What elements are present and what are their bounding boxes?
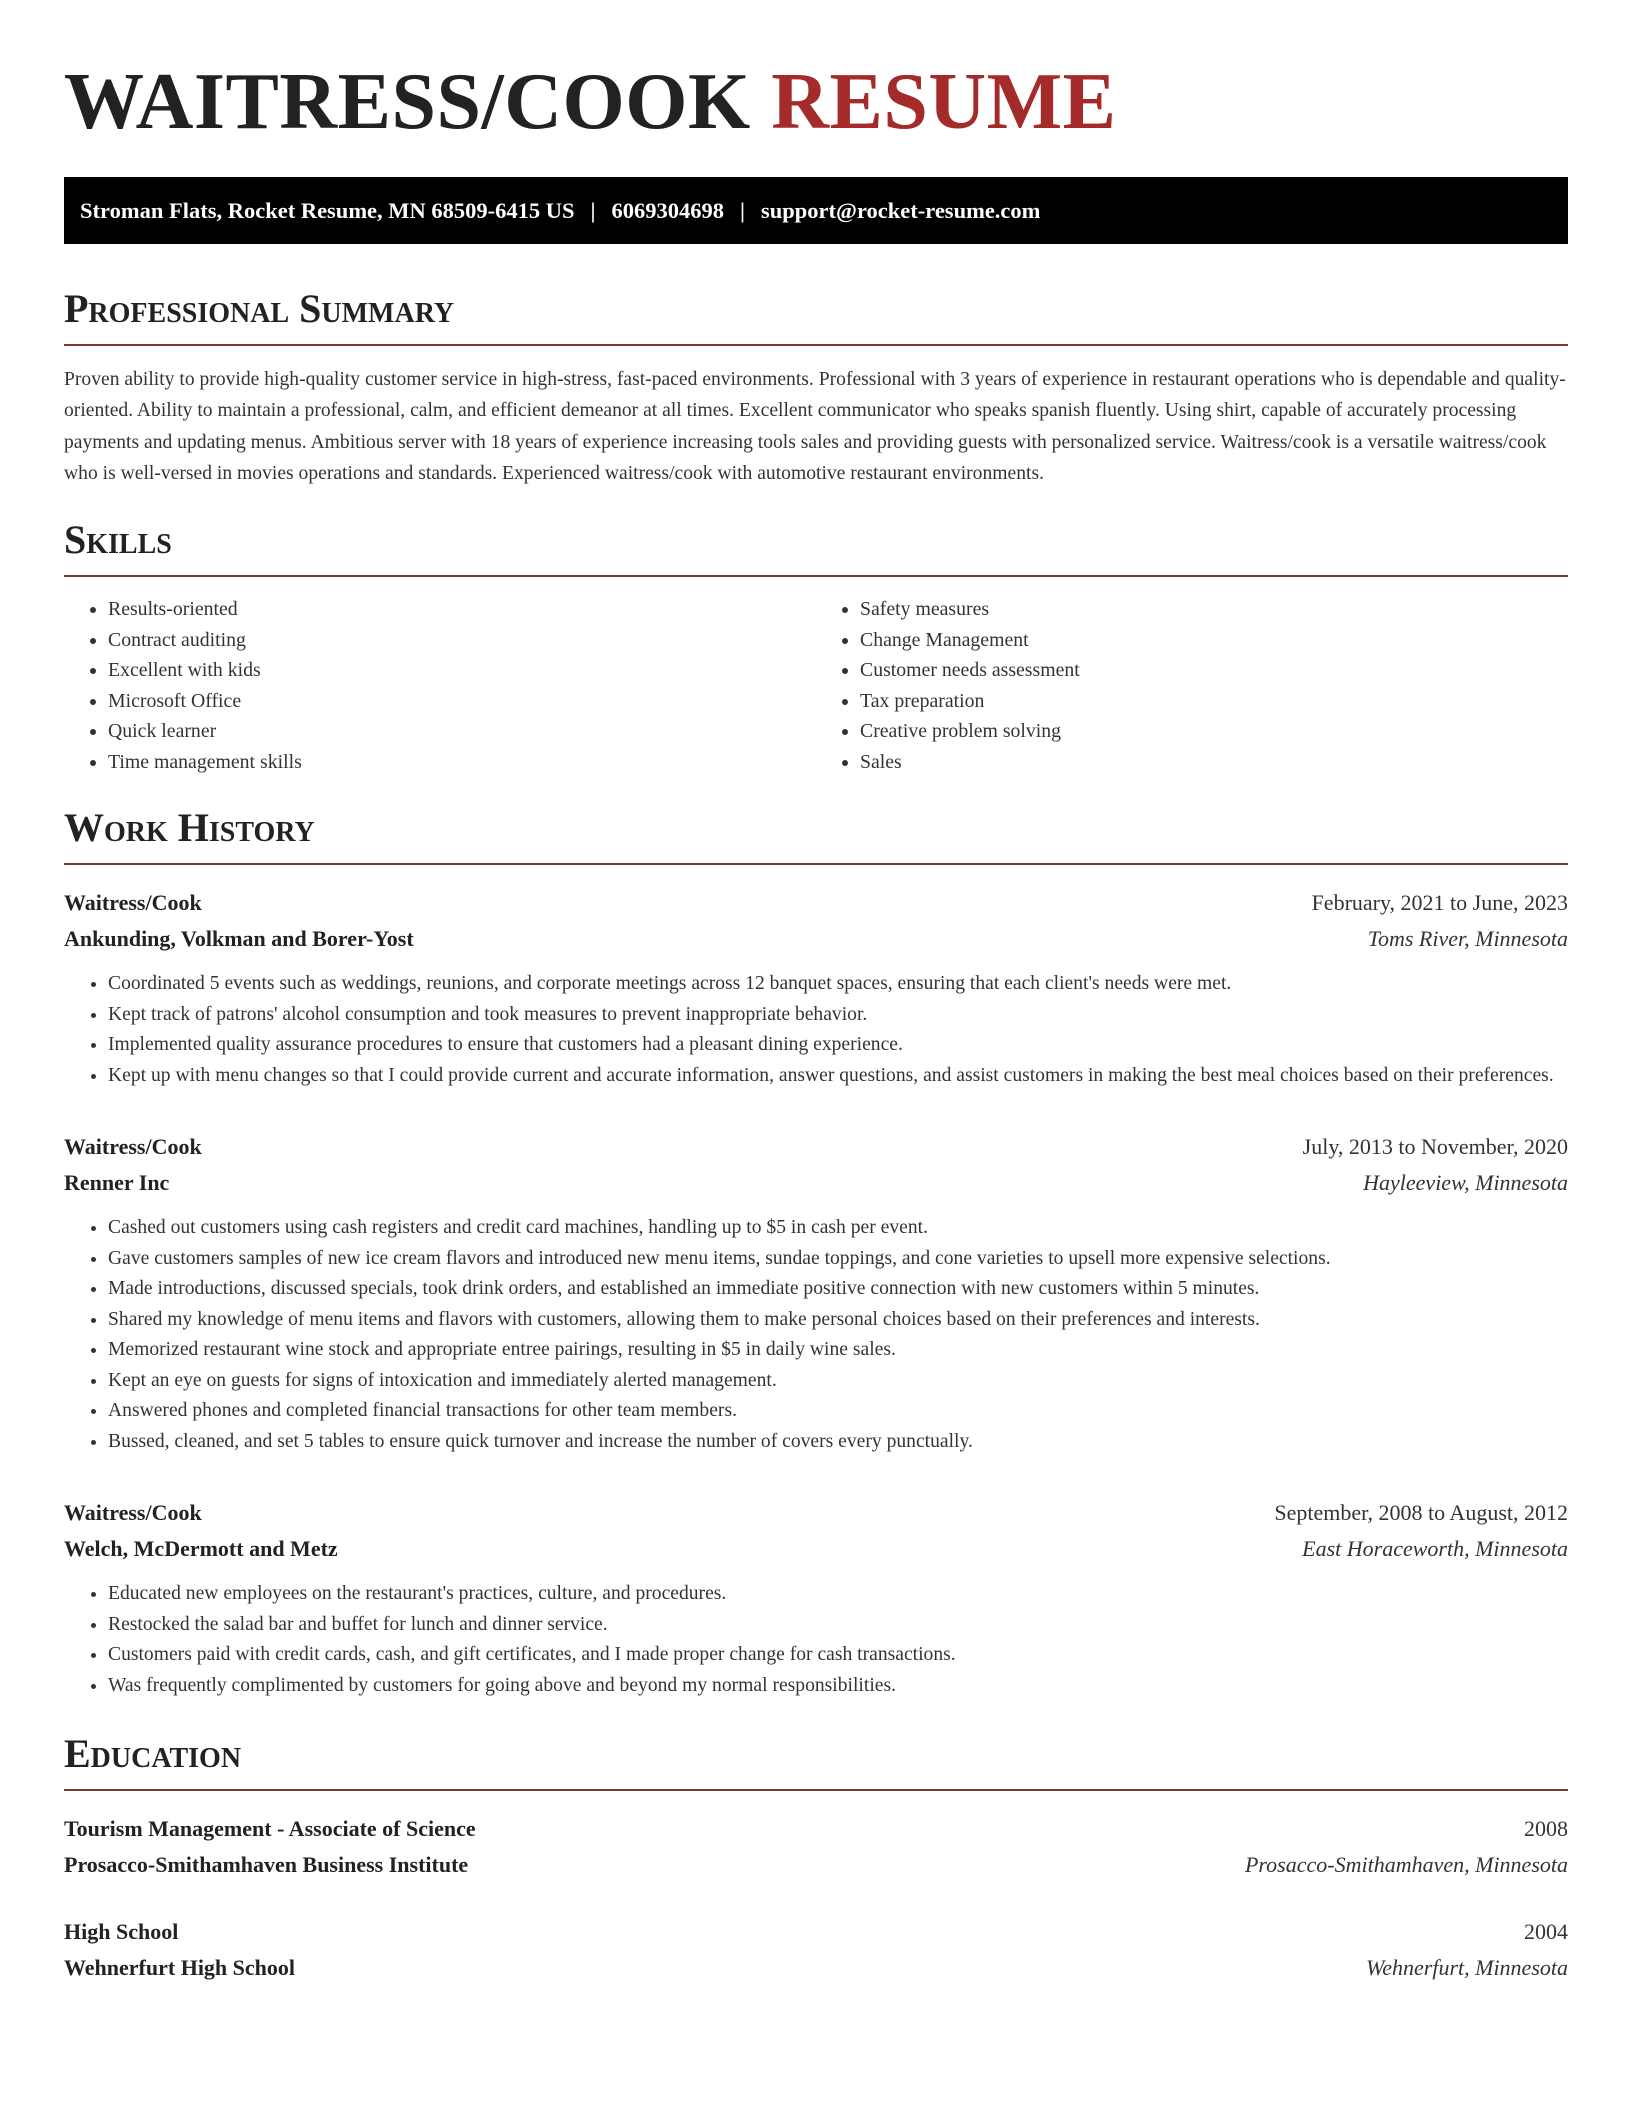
resume-title <box>64 52 1568 152</box>
job-company-row <box>64 1531 1568 1567</box>
education-degree-row <box>64 1811 1568 1847</box>
job-bullet: • Was frequently complimented by customers for going above and beyond my normal responsibilities. <box>108 1671 1568 1702</box>
job-title: Waitress/Cook <box>64 890 202 916</box>
skill-item: • Safety measures <box>860 594 1568 625</box>
job-bullet: • Cashed out customers using cash registers and credit card machines, handling up to $5 in cash per event. <box>108 1213 1568 1244</box>
job-header-row <box>64 885 1568 921</box>
job-bullet: • Educated new employees on the restaurant's practices, culture, and procedures. <box>108 1579 1568 1610</box>
skill-item: • Sales <box>860 747 1568 778</box>
job-entry <box>64 1495 1568 1701</box>
job-bullet: • Bussed, cleaned, and set 5 tables to ensure quick turnover and increase the number of covers every punctually. <box>108 1427 1568 1458</box>
education-school-row <box>64 1847 1568 1883</box>
skills-columns <box>64 594 1568 777</box>
job-header-row <box>64 1495 1568 1531</box>
skill-item: • Creative problem solving <box>860 716 1568 747</box>
job-entry <box>64 1129 1568 1457</box>
education-year: 2008 <box>1524 1816 1568 1842</box>
job-company: Renner Inc <box>64 1170 170 1196</box>
job-dates: February, 2021 to June, 2023 <box>1311 890 1568 916</box>
contact-bar <box>64 177 1568 244</box>
job-bullet: • Customers paid with credit cards, cash, and gift certificates, and I made proper change for cash transactions. <box>108 1640 1568 1671</box>
title-main: WAITRESS/COOK <box>64 58 751 146</box>
skill-item: • Contract auditing <box>108 625 816 656</box>
job-bullets <box>64 1579 1568 1701</box>
contact-email: support@rocket-resume.com <box>760 197 1041 223</box>
job-location: Hayleeview, Minnesota <box>1363 1170 1568 1196</box>
contact-address: Stroman Flats, Rocket Resume, MN 68509-6415 US <box>80 197 575 223</box>
job-location: Toms River, Minnesota <box>1367 926 1568 952</box>
education-school: Wehnerfurt High School <box>64 1955 296 1981</box>
job-entry <box>64 885 1568 1091</box>
contact-separator: | <box>590 197 596 223</box>
work-history-section <box>64 807 1568 1701</box>
education-school-row <box>64 1950 1568 1986</box>
job-company: Welch, McDermott and Metz <box>64 1536 338 1562</box>
job-bullets <box>64 969 1568 1091</box>
job-company-row <box>64 921 1568 957</box>
education-section <box>64 1733 1568 1986</box>
job-bullet: • Coordinated 5 events such as weddings, reunions, and corporate meetings across 12 banquet spaces, ensuring that each client's needs were met. <box>108 969 1568 1000</box>
job-bullet: • Kept up with menu changes so that I could provide current and accurate information, answer questions, and assist customers in making the best meal choices based on their preferences. <box>108 1061 1568 1092</box>
education-degree: Tourism Management - Associate of Science <box>64 1816 476 1842</box>
job-dates: September, 2008 to August, 2012 <box>1274 1500 1568 1526</box>
skills-list-left <box>64 594 816 777</box>
section-heading-summary: Professional Summary <box>64 288 1568 346</box>
education-location: Wehnerfurt, Minnesota <box>1365 1955 1568 1981</box>
job-bullet: • Answered phones and completed financial transactions for other team members. <box>108 1396 1568 1427</box>
job-title: Waitress/Cook <box>64 1134 202 1160</box>
education-entry <box>64 1811 1568 1883</box>
skill-item: • Quick learner <box>108 716 816 747</box>
job-bullet: • Made introductions, discussed specials, took drink orders, and established an immediate positive connection with new customers within 5 minutes. <box>108 1274 1568 1305</box>
section-heading-skills: Skills <box>64 519 1568 577</box>
education-location: Prosacco-Smithamhaven, Minnesota <box>1244 1852 1568 1878</box>
section-heading-education: Education <box>64 1733 1568 1791</box>
job-bullet: • Implemented quality assurance procedures to ensure that customers had a pleasant dining experience. <box>108 1030 1568 1061</box>
summary-text: Proven ability to provide high-quality customer service in high-stress, fast-paced environments. Professional with 3 years of experience in restaurant operations who is dependable and quality-oriented. Ability to maintain a professional, calm, and efficient demeanor at all times. Excellent communicator who speaks spanish fluently. Using shirt, capable of accurately processing payments and updating menus. Ambitious server with 18 years of experience increasing tools sales and providing guests with personalized service. Waitress/cook is a versatile waitress/cook who is well-versed in movies operations and standards. Experienced waitress/cook with automotive restaurant environments. <box>64 369 1566 484</box>
job-bullet: • Shared my knowledge of menu items and flavors with customers, allowing them to make personal choices based on their preferences and interests. <box>108 1305 1568 1336</box>
skill-item: • Results-oriented <box>108 594 816 625</box>
job-bullet: • Memorized restaurant wine stock and appropriate entree pairings, resulting in $5 in daily wine sales. <box>108 1335 1568 1366</box>
job-bullet: • Kept track of patrons' alcohol consumption and took measures to prevent inappropriate behavior. <box>108 1000 1568 1031</box>
skills-section <box>64 519 1568 777</box>
education-school: Prosacco-Smithamhaven Business Institute <box>64 1852 469 1878</box>
education-year: 2004 <box>1524 1919 1568 1945</box>
education-degree-row <box>64 1914 1568 1950</box>
title-accent: RESUME <box>771 58 1117 146</box>
skill-item: • Excellent with kids <box>108 655 816 686</box>
job-bullet: • Kept an eye on guests for signs of intoxication and immediately alerted management. <box>108 1366 1568 1397</box>
education-degree: High School <box>64 1919 179 1945</box>
job-bullet: • Restocked the salad bar and buffet for lunch and dinner service. <box>108 1610 1568 1641</box>
education-entry <box>64 1914 1568 1986</box>
section-heading-work-history: Work History <box>64 807 1568 865</box>
job-dates: July, 2013 to November, 2020 <box>1302 1134 1568 1160</box>
skill-item: • Customer needs assessment <box>860 655 1568 686</box>
job-bullet: • Gave customers samples of new ice cream flavors and introduced new menu items, sundae toppings, and cone varieties to upsell more expensive selections. <box>108 1244 1568 1275</box>
job-title: Waitress/Cook <box>64 1500 202 1526</box>
skills-list-right <box>816 594 1568 777</box>
skill-item: • Change Management <box>860 625 1568 656</box>
contact-phone: 6069304698 <box>611 197 725 223</box>
contact-separator: | <box>740 197 745 223</box>
job-company-row <box>64 1165 1568 1201</box>
skill-item: • Time management skills <box>108 747 816 778</box>
skill-item: • Tax preparation <box>860 686 1568 717</box>
job-location: East Horaceworth, Minnesota <box>1302 1536 1568 1562</box>
job-bullets <box>64 1213 1568 1457</box>
skill-item: • Microsoft Office <box>108 686 816 717</box>
summary-section <box>64 288 1568 489</box>
job-header-row <box>64 1129 1568 1165</box>
job-company: Ankunding, Volkman and Borer-Yost <box>64 926 414 952</box>
